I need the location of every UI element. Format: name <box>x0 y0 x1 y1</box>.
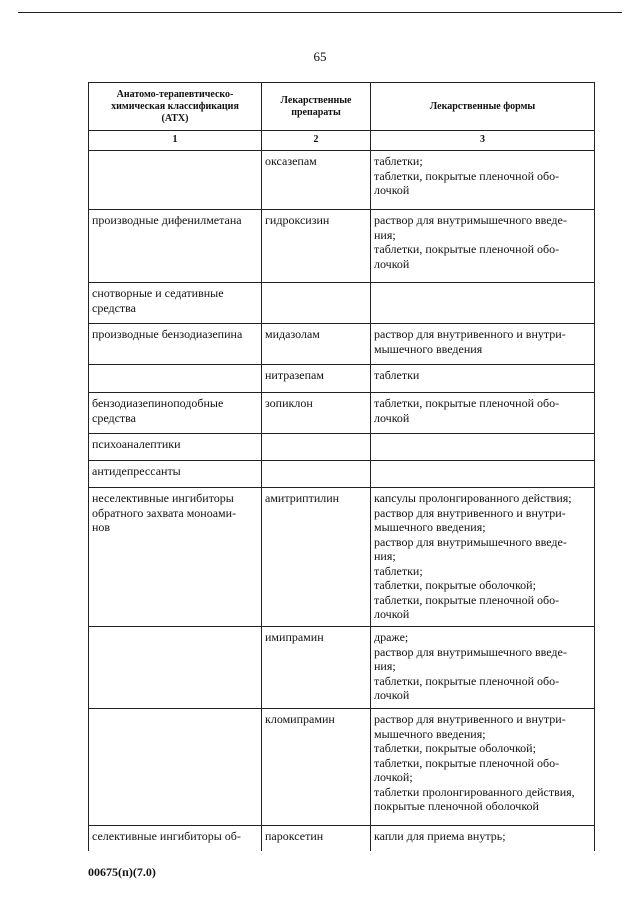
atc-line: бензодиазепиноподобные <box>92 396 224 410</box>
drug-cell <box>262 488 371 627</box>
forms-cell <box>371 210 595 283</box>
table-row <box>89 461 595 488</box>
atc-cell <box>89 324 262 365</box>
form-line: мышечного введения; <box>374 520 486 534</box>
forms-cell <box>371 151 595 210</box>
atc-cell <box>89 434 262 461</box>
form-line: таблетки, покрытые пленочной обо- <box>374 673 560 688</box>
form-line: раствор для внутривенного и внутри- <box>374 505 566 520</box>
drug-cell <box>262 324 371 365</box>
form-line: мышечного введения <box>374 341 483 356</box>
column-number: 1 <box>89 131 262 151</box>
drug-name: оксазепам <box>265 154 317 168</box>
form-line: раствор для внутримышечного введе- <box>374 644 567 659</box>
atc-cell <box>89 826 262 851</box>
column-number: 2 <box>262 131 371 151</box>
table-row <box>89 324 595 365</box>
form-line: раствор для внутримышечного введе- <box>374 213 567 227</box>
forms-cell <box>371 627 595 709</box>
atc-line: селективные ингибиторы об- <box>92 829 241 843</box>
form-line: лочкой <box>374 688 410 702</box>
atc-line: производные дифенилметана <box>92 213 242 227</box>
header-atc-line: химическая классификация <box>111 100 239 112</box>
header-atc-line: Анатомо-терапевтическо- <box>116 88 234 100</box>
column-number: 3 <box>371 131 595 151</box>
table-header-row <box>89 83 595 131</box>
drug-cell <box>262 393 371 434</box>
header-forms-line: Лекарственные формы <box>429 100 536 112</box>
atc-cell <box>89 283 262 324</box>
atc-cell <box>89 627 262 709</box>
table-row <box>89 210 595 283</box>
form-line: таблетки пролонгированного действия, <box>374 784 575 799</box>
atc-line: антидепрессанты <box>92 464 181 478</box>
drug-cell <box>262 283 371 324</box>
form-line: таблетки; <box>374 154 423 168</box>
forms-cell <box>371 826 595 851</box>
atc-line: средства <box>92 300 137 315</box>
atc-line: неселективные ингибиторы <box>92 491 234 505</box>
table-row <box>89 826 595 851</box>
atc-cell <box>89 151 262 210</box>
drug-cell <box>262 434 371 461</box>
forms-cell <box>371 488 595 627</box>
drug-cell <box>262 210 371 283</box>
drug-name: кломипрамин <box>265 712 335 726</box>
form-line: ния; <box>374 549 396 563</box>
form-line: таблетки, покрытые пленочной обо- <box>374 592 560 607</box>
form-line: раствор для внутривенного и внутри- <box>374 712 566 726</box>
form-line: покрытые пленочной оболочкой <box>374 799 539 813</box>
drug-cell <box>262 151 371 210</box>
drug-cell <box>262 709 371 826</box>
form-line: капли для приема внутрь; <box>374 829 506 843</box>
atc-cell <box>89 461 262 488</box>
table-row <box>89 365 595 393</box>
form-line: лочкой <box>374 256 410 271</box>
table-row <box>89 709 595 826</box>
forms-cell <box>371 709 595 826</box>
header-drugs-line: препараты <box>291 106 341 118</box>
drug-cell <box>262 627 371 709</box>
form-line: ния; <box>374 659 396 673</box>
page-number: 65 <box>313 49 327 64</box>
atc-line: обратного захвата моноами- <box>92 505 237 520</box>
atc-cell <box>89 210 262 283</box>
top-rule <box>18 12 622 13</box>
form-line: раствор для внутривенного и внутри- <box>374 327 566 341</box>
header-drugs-line: Лекарственные <box>280 94 352 106</box>
form-line: таблетки <box>374 368 420 382</box>
table-row <box>89 283 595 324</box>
drug-name: нитразепам <box>265 368 324 382</box>
table-row <box>89 434 595 461</box>
form-line: таблетки, покрытые пленочной обо- <box>374 168 560 183</box>
table-row <box>89 627 595 709</box>
atc-line: нов <box>92 520 111 534</box>
form-line: таблетки, покрытые оболочкой; <box>374 741 536 755</box>
form-line: лочкой; <box>374 770 413 784</box>
table-row <box>89 151 595 210</box>
header-atc-line: (АТХ) <box>161 112 189 124</box>
header-drugs <box>262 83 371 131</box>
forms-cell <box>371 283 595 324</box>
forms-cell <box>371 365 595 393</box>
drug-name: гидроксизин <box>265 213 330 227</box>
drug-name: имипрамин <box>265 630 324 644</box>
form-line: таблетки, покрытые пленочной обо- <box>374 755 560 770</box>
forms-cell <box>371 434 595 461</box>
table-row <box>89 393 595 434</box>
form-line: драже; <box>374 630 409 644</box>
form-line: мышечного введения; <box>374 726 486 741</box>
form-line: таблетки, покрытые пленочной обо- <box>374 396 560 410</box>
forms-cell <box>371 393 595 434</box>
atc-cell <box>89 488 262 627</box>
atc-line: психоаналептики <box>92 437 181 451</box>
form-line: таблетки; <box>374 563 423 578</box>
form-line: ния; <box>374 227 396 242</box>
atc-line: снотворные и седативные <box>92 286 224 300</box>
form-line: капсулы пролонгированного действия; <box>374 491 572 505</box>
form-line: лочкой <box>374 410 410 425</box>
atc-line: производные бензодиазепина <box>92 327 243 341</box>
atc-cell <box>89 393 262 434</box>
form-line: лочкой <box>374 183 410 197</box>
drug-name: пароксетин <box>265 829 324 843</box>
atc-drug-table <box>88 82 595 851</box>
forms-cell <box>371 324 595 365</box>
atc-cell <box>89 365 262 393</box>
form-line: лочкой <box>374 607 410 621</box>
drug-name: мидазолам <box>265 327 320 341</box>
header-atc <box>89 83 262 131</box>
drug-cell <box>262 461 371 488</box>
column-number-row <box>89 131 595 151</box>
form-line: раствор для внутримышечного введе- <box>374 534 567 549</box>
drug-cell <box>262 826 371 851</box>
drug-cell <box>262 365 371 393</box>
form-line: таблетки, покрытые пленочной обо- <box>374 242 560 256</box>
form-line: таблетки, покрытые оболочкой; <box>374 578 536 592</box>
atc-cell <box>89 709 262 826</box>
atc-line: средства <box>92 410 137 425</box>
drug-name: амитриптилин <box>265 491 340 505</box>
document-code: 00675(п)(7.0) <box>88 865 156 879</box>
forms-cell <box>371 461 595 488</box>
drug-name: зопиклон <box>265 396 313 410</box>
header-forms <box>371 83 595 131</box>
table-row <box>89 488 595 627</box>
